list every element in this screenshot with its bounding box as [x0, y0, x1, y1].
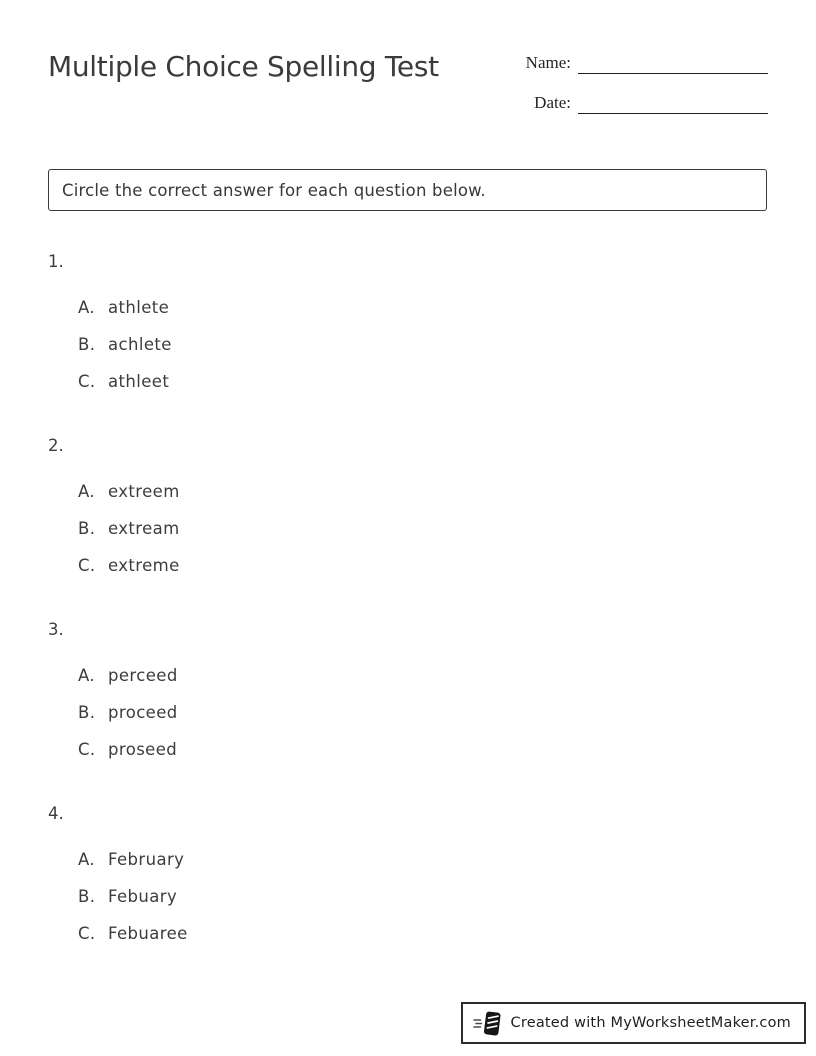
- option-text: athleet: [108, 372, 170, 391]
- option-text: extreme: [108, 556, 180, 575]
- question-4-option-a: [78, 850, 184, 869]
- name-blank-line: [578, 51, 768, 74]
- instructions-text: Circle the correct answer for each question below.: [62, 180, 486, 200]
- question-4-option-c: [78, 924, 188, 943]
- question-4: [48, 804, 548, 954]
- question-4-option-b: [78, 887, 177, 906]
- option-letter: C.: [78, 556, 96, 575]
- question-number: 4.: [48, 804, 64, 823]
- name-field-row: [518, 50, 768, 74]
- option-text: February: [108, 850, 185, 869]
- option-text: extreem: [108, 482, 180, 501]
- credit-text: Created with MyWorksheetMaker.com: [510, 1015, 791, 1031]
- date-blank-line: [578, 91, 768, 114]
- option-text: extream: [108, 519, 180, 538]
- option-text: Febuaree: [108, 924, 188, 943]
- question-1-option-c: [78, 372, 169, 391]
- option-letter: B.: [78, 703, 96, 722]
- option-text: proseed: [108, 740, 178, 759]
- option-text: athlete: [108, 298, 170, 317]
- option-letter: A.: [78, 298, 96, 317]
- option-letter: A.: [78, 850, 96, 869]
- option-letter: B.: [78, 335, 96, 354]
- option-text: proceed: [108, 703, 178, 722]
- credit-badge[interactable]: [461, 1002, 806, 1044]
- page-title: Multiple Choice Spelling Test: [48, 50, 439, 83]
- option-letter: C.: [78, 372, 96, 391]
- name-date-block: [518, 50, 768, 130]
- option-text: achlete: [108, 335, 172, 354]
- instructions-box: [48, 169, 767, 211]
- date-label: Date:: [534, 93, 571, 112]
- question-2-option-a: [78, 482, 180, 501]
- myworksheetmaker-logo-icon: [473, 1010, 503, 1037]
- question-number: 1.: [48, 252, 64, 271]
- option-text: perceed: [108, 666, 178, 685]
- question-1: [48, 252, 548, 402]
- question-1-option-a: [78, 298, 169, 317]
- question-3-option-c: [78, 740, 177, 759]
- option-letter: A.: [78, 666, 96, 685]
- option-letter: C.: [78, 924, 96, 943]
- option-letter: A.: [78, 482, 96, 501]
- question-3-option-b: [78, 703, 178, 722]
- question-2: [48, 436, 548, 586]
- option-text: Febuary: [108, 887, 178, 906]
- option-letter: B.: [78, 887, 96, 906]
- option-letter: C.: [78, 740, 96, 759]
- name-label: Name:: [525, 53, 571, 72]
- date-field-row: [518, 90, 768, 114]
- question-number: 2.: [48, 436, 64, 455]
- question-2-option-c: [78, 556, 180, 575]
- question-3: [48, 620, 548, 770]
- option-letter: B.: [78, 519, 96, 538]
- question-number: 3.: [48, 620, 64, 639]
- question-1-option-b: [78, 335, 172, 354]
- question-2-option-b: [78, 519, 180, 538]
- question-3-option-a: [78, 666, 178, 685]
